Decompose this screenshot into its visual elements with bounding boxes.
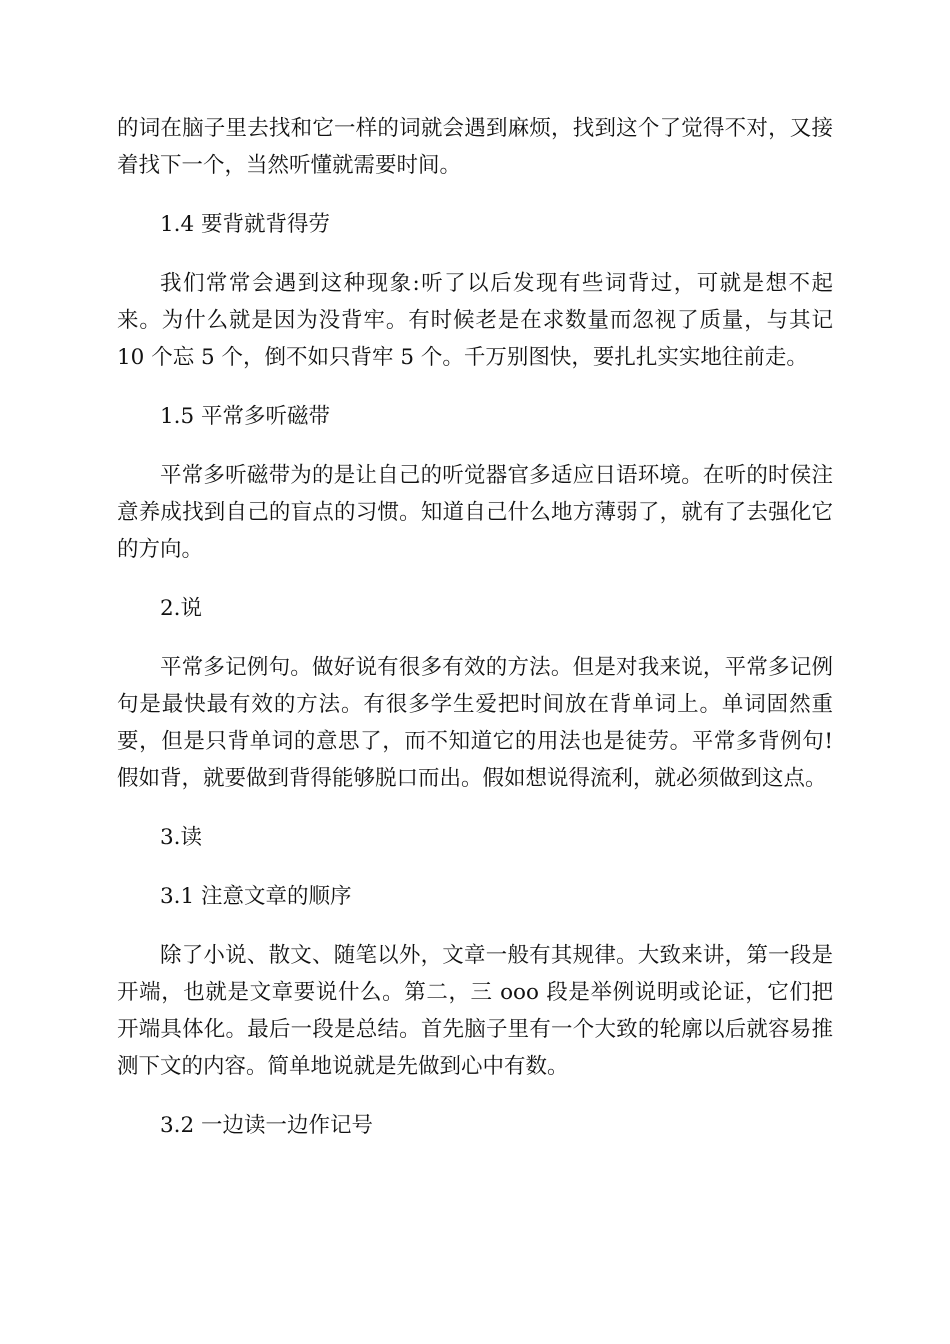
paragraph-1-5: 平常多听磁带为的是让自己的听觉器官多适应日语环境。在听的时侯注意养成找到自己的盲点的习惯。知道自己什么地方薄弱了，就有了去强化它的方向。 bbox=[117, 463, 833, 562]
document-body bbox=[117, 110, 833, 1166]
section-heading-3-1: 3.1 注意文章的顺序 bbox=[160, 884, 352, 909]
paragraph-2: 平常多记例句。做好说有很多有效的方法。但是对我来说，平常多记例句是最快最有效的方法。有很多学生爱把时间放在背单词上。单词固然重要，但是只背单词的意思了，而不知道它的用法也是徒劳。平常多背例句!假如背，就要做到背得能够脱口而出。假如想说得流利，就必须做到这点。 bbox=[117, 655, 833, 791]
paragraph-1-4: 我们常常会遇到这种现象:听了以后发现有些词背过，可就是想不起来。为什么就是因为没背牢。有时候老是在求数量而忽视了质量，与其记 10 个忘 5 个，倒不如只背牢 5 个。千万别图快，要扎扎实实地往前走。 bbox=[117, 271, 833, 370]
section-heading-3-2: 3.2 一边读一边作记号 bbox=[160, 1113, 374, 1138]
section-heading-1-4: 1.4 要背就背得劳 bbox=[160, 212, 331, 237]
paragraph-continuation: 的词在脑子里去找和它一样的词就会遇到麻烦，找到这个了觉得不对，又接着找下一个，当然听懂就需要时间。 bbox=[117, 116, 833, 178]
section-heading-1-5: 1.5 平常多听磁带 bbox=[160, 404, 331, 429]
section-heading-3: 3.读 bbox=[160, 825, 203, 850]
paragraph-3-1: 除了小说、散文、随笔以外，文章一般有其规律。大致来讲，第一段是开端，也就是文章要说什么。第二，三 ooo 段是举例说明或论证，它们把开端具体化。最后一段是总结。首先脑子里有一个大致的轮廓以后就容易推测下文的内容。简单地说就是先做到心中有数。 bbox=[117, 943, 833, 1079]
section-heading-2: 2.说 bbox=[160, 596, 203, 621]
